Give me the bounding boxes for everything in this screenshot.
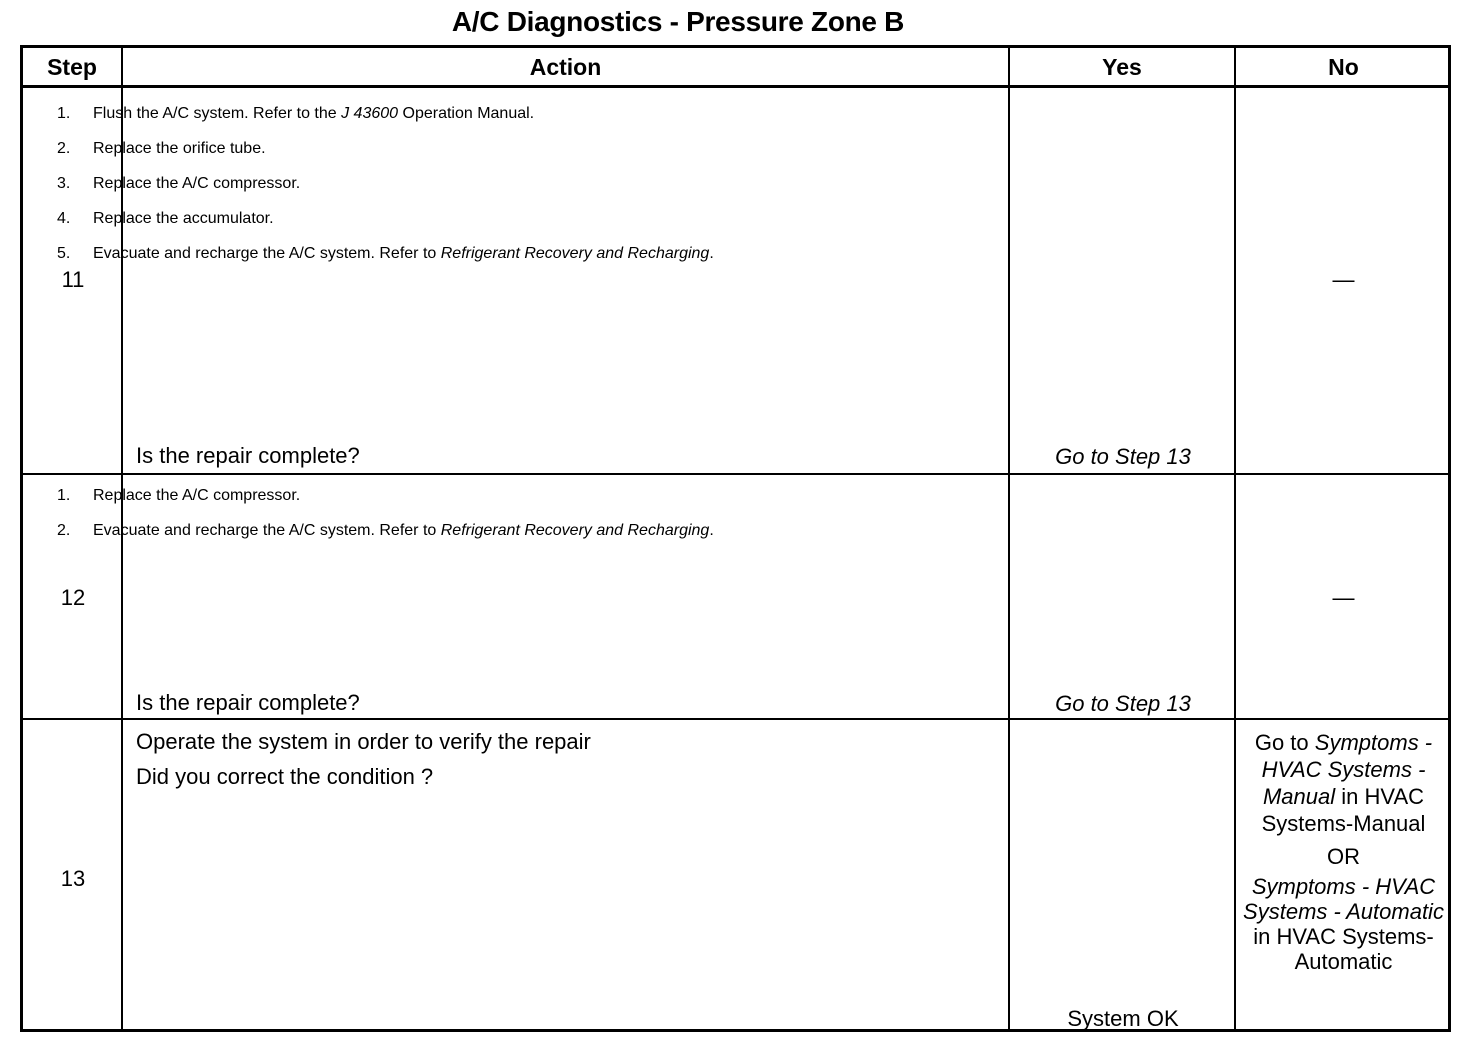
header-action: Action	[529, 54, 602, 80]
header-no: No	[1328, 54, 1359, 80]
link-symptoms-automatic: Symptoms - HVAC Systems - Automatic	[1243, 874, 1444, 924]
question-text: Is the repair complete?	[136, 690, 360, 715]
page-title: A/C Diagnostics - Pressure Zone B	[451, 6, 905, 37]
action-steps	[23, 100, 888, 275]
no-result: Go to Symptoms - HVAC Systems - Manual in HVAC Systems-Manual OR Symptoms - HVAC Systems - Automatic in HVAC Systems-Automatic	[1236, 729, 1451, 974]
column-divider	[1008, 48, 1010, 1029]
list-item: 5. Evacuate and recharge the A/C system. Refer to Refrigerant Recovery and Recharging.	[57, 245, 714, 262]
diagnostic-table	[20, 45, 1451, 1032]
row-divider	[23, 473, 1448, 475]
question-text: Did you correct the condition ?	[136, 764, 434, 789]
header-step: Step	[47, 54, 97, 80]
list-item: 1. Flush the A/C system. Refer to the J 43600 Operation Manual.	[57, 105, 535, 122]
or-separator: OR	[1327, 844, 1360, 869]
no-result: —	[1332, 267, 1355, 292]
question-text: Is the repair complete?	[136, 443, 360, 468]
step-number: 11	[61, 267, 85, 292]
yes-result: Go to Step 13	[1055, 691, 1191, 716]
yes-result: Go to Step 13	[1055, 444, 1191, 469]
step-number: 13	[60, 866, 86, 891]
action-steps	[23, 482, 888, 552]
step-number: 12	[60, 585, 86, 610]
list-item: 1. Replace the A/C compressor.	[57, 487, 301, 504]
no-result: —	[1332, 585, 1355, 610]
list-item: 2. Replace the orifice tube.	[57, 140, 266, 157]
list-item: 3. Replace the A/C compressor.	[57, 175, 301, 192]
header-yes: Yes	[1102, 54, 1142, 80]
yes-result: System OK	[1067, 1006, 1179, 1031]
row-divider	[23, 718, 1448, 720]
action-text: Operate the system in order to verify the repair	[136, 729, 591, 754]
link-symptoms-manual: Symptoms - HVAC Systems - Manual	[1261, 730, 1433, 809]
list-item: 2. Evacuate and recharge the A/C system. Refer to Refrigerant Recovery and Recharging.	[57, 522, 714, 539]
list-item: 4. Replace the accumulator.	[57, 210, 274, 227]
